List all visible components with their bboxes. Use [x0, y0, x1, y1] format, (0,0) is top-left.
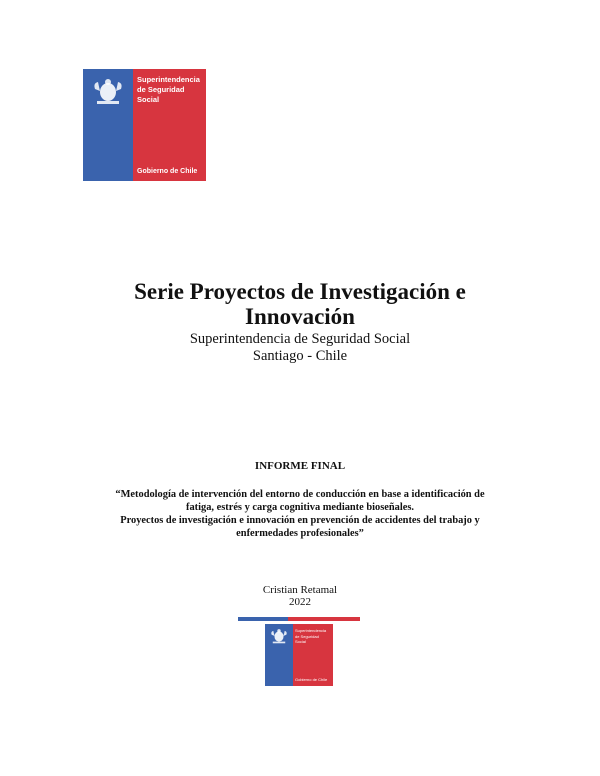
logo-agency-name: [137, 75, 200, 105]
description-line: enfermedades profesionales”: [236, 528, 364, 539]
logo-agency-line: de Seguridad: [295, 633, 319, 639]
logo-blue-panel: [265, 624, 293, 686]
logo-agency-name: [295, 628, 326, 645]
logo-government-label: Gobierno de Chile: [295, 677, 328, 682]
logo-agency-line: Social: [295, 639, 306, 644]
description-line: Proyectos de investigación e innovación en prevención de accidentes del trabajo y: [120, 515, 480, 526]
logo-red-panel: [133, 69, 206, 181]
ministry-logo-top: [83, 69, 206, 181]
subtitle-location: Santiago - Chile: [252, 348, 348, 364]
report-heading: INFORME FINAL: [254, 460, 346, 472]
logo-government-label: Gobierno de Chile: [137, 168, 198, 175]
logo-red-panel: [293, 624, 333, 686]
coat-of-arms-icon: [89, 77, 127, 107]
title-line: Serie Proyectos de Investigación e: [134, 279, 466, 304]
publication-year: 2022: [289, 596, 311, 608]
author-name: Cristian Retamal: [262, 584, 338, 596]
logo-agency-line: Superintendencia: [295, 628, 327, 633]
report-description: [90, 488, 510, 540]
author-block: [0, 584, 600, 608]
coat-of-arms-icon: [268, 628, 290, 645]
logo-agency-line: Superintendencia: [137, 75, 200, 84]
ministry-logo-bottom: [265, 624, 333, 686]
divider-red-segment: [288, 617, 360, 621]
page-title: [0, 279, 600, 329]
divider-blue-segment: [238, 617, 288, 621]
subtitle-institution: Superintendencia de Seguridad Social: [189, 331, 411, 347]
page-subtitle: [0, 331, 600, 365]
flag-divider-bar: [238, 617, 360, 621]
logo-blue-panel: [83, 69, 133, 181]
description-line: fatiga, estrés y carga cognitiva mediante bioseñales.: [186, 502, 414, 513]
logo-agency-line: Social: [137, 95, 160, 104]
description-line: “Metodología de intervención del entorno de conducción en base a identificación de: [115, 489, 485, 500]
title-line: Innovación: [245, 304, 355, 329]
logo-agency-line: de Seguridad: [137, 85, 185, 94]
